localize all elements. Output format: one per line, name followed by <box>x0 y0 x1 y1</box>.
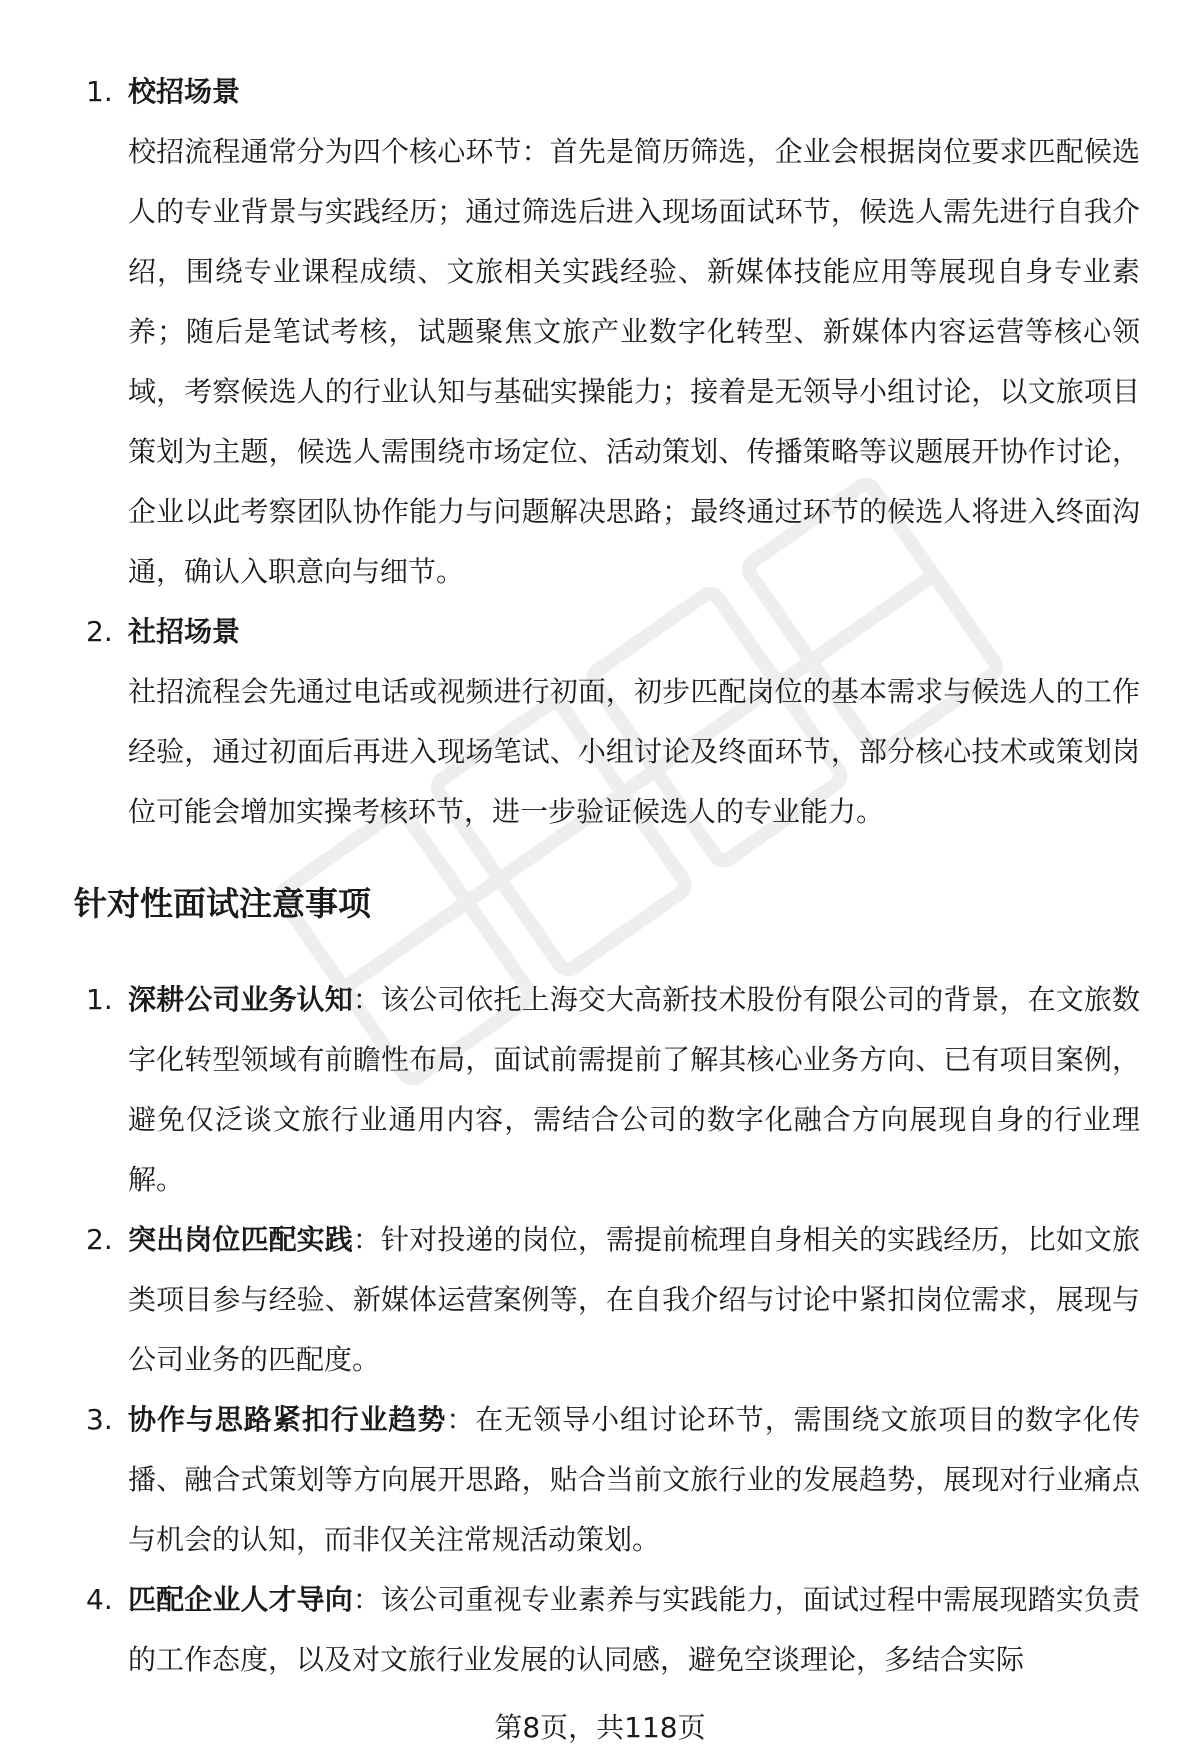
item-text <box>128 970 1140 1210</box>
item-text <box>128 1390 1140 1570</box>
item-lead: 突出岗位匹配实践 <box>128 1223 353 1256</box>
interview-tips-section <box>78 970 1140 1690</box>
list-item <box>78 602 1140 842</box>
interview-process-section <box>78 62 1140 842</box>
list-item <box>78 1390 1140 1570</box>
list-number: 2. <box>86 1223 113 1256</box>
item-text <box>128 1570 1140 1690</box>
item-heading: 社招场景 <box>128 615 241 648</box>
item-detail: ：在无领导小组讨论环节，需围绕文旅项目的数字化传播、融合式策划等方向展开思路，贴合当前文旅行业的发展趋势，展现对行业痛点与机会的认知，而非仅关注常规活动策划。 <box>128 1403 1140 1556</box>
list-item <box>78 62 1140 602</box>
section-title: 针对性面试注意事项 <box>74 884 371 923</box>
list-item <box>78 1210 1140 1390</box>
list-number: 4. <box>86 1583 113 1616</box>
item-detail: ：该公司依托上海交大高新技术股份有限公司的背景，在文旅数字化转型领域有前瞻性布局，面试前需提前了解其核心业务方向、已有项目案例，避免仅泛谈文旅行业通用内容，需结合公司的数字化融合方向展现自身的行业理解。 <box>128 983 1140 1196</box>
item-heading: 校招场景 <box>128 75 241 108</box>
item-detail: ：针对投递的岗位，需提前梳理自身相关的实践经历，比如文旅类项目参与经验、新媒体运营案例等，在自我介绍与讨论中紧扣岗位需求，展现与公司业务的匹配度。 <box>128 1223 1140 1376</box>
item-body: 校招流程通常分为四个核心环节：首先是简历筛选，企业会根据岗位要求匹配候选人的专业背景与实践经历；通过筛选后进入现场面试环节，候选人需先进行自我介绍，围绕专业课程成绩、文旅相关实践经验、新媒体技能应用等展现自身专业素养；随后是笔试考核，试题聚焦文旅产业数字化转型、新媒体内容运营等核心领域，考察候选人的行业认知与基础实操能力；接着是无领导小组讨论，以文旅项目策划为主题，候选人需围绕市场定位、活动策划、传播策略等议题展开协作讨论，企业以此考察团队协作能力与问题解决思路；最终通过环节的候选人将进入终面沟通，确认入职意向与细节。 <box>128 135 1140 588</box>
item-detail: ：该公司重视专业素养与实践能力，面试过程中需展现踏实负责的工作态度，以及对文旅行业发展的认同感，避免空谈理论，多结合实际 <box>128 1583 1140 1676</box>
item-text <box>128 1210 1140 1390</box>
item-body: 社招流程会先通过电话或视频进行初面，初步匹配岗位的基本需求与候选人的工作经验，通过初面后再进入现场笔试、小组讨论及终面环节，部分核心技术或策划岗位可能会增加实操考核环节，进一步验证候选人的专业能力。 <box>128 675 1140 828</box>
list-item <box>78 970 1140 1210</box>
item-lead: 协作与思路紧扣行业趋势 <box>128 1403 447 1436</box>
list-number: 2. <box>86 615 113 648</box>
page-number: 第8页，共118页 <box>494 1711 706 1744</box>
list-number: 1. <box>86 75 113 108</box>
list-number: 1. <box>86 983 113 1016</box>
item-lead: 深耕公司业务认知 <box>128 983 353 1016</box>
list-number: 3. <box>86 1403 113 1436</box>
list-item <box>78 1570 1140 1690</box>
item-lead: 匹配企业人才导向 <box>128 1583 353 1616</box>
